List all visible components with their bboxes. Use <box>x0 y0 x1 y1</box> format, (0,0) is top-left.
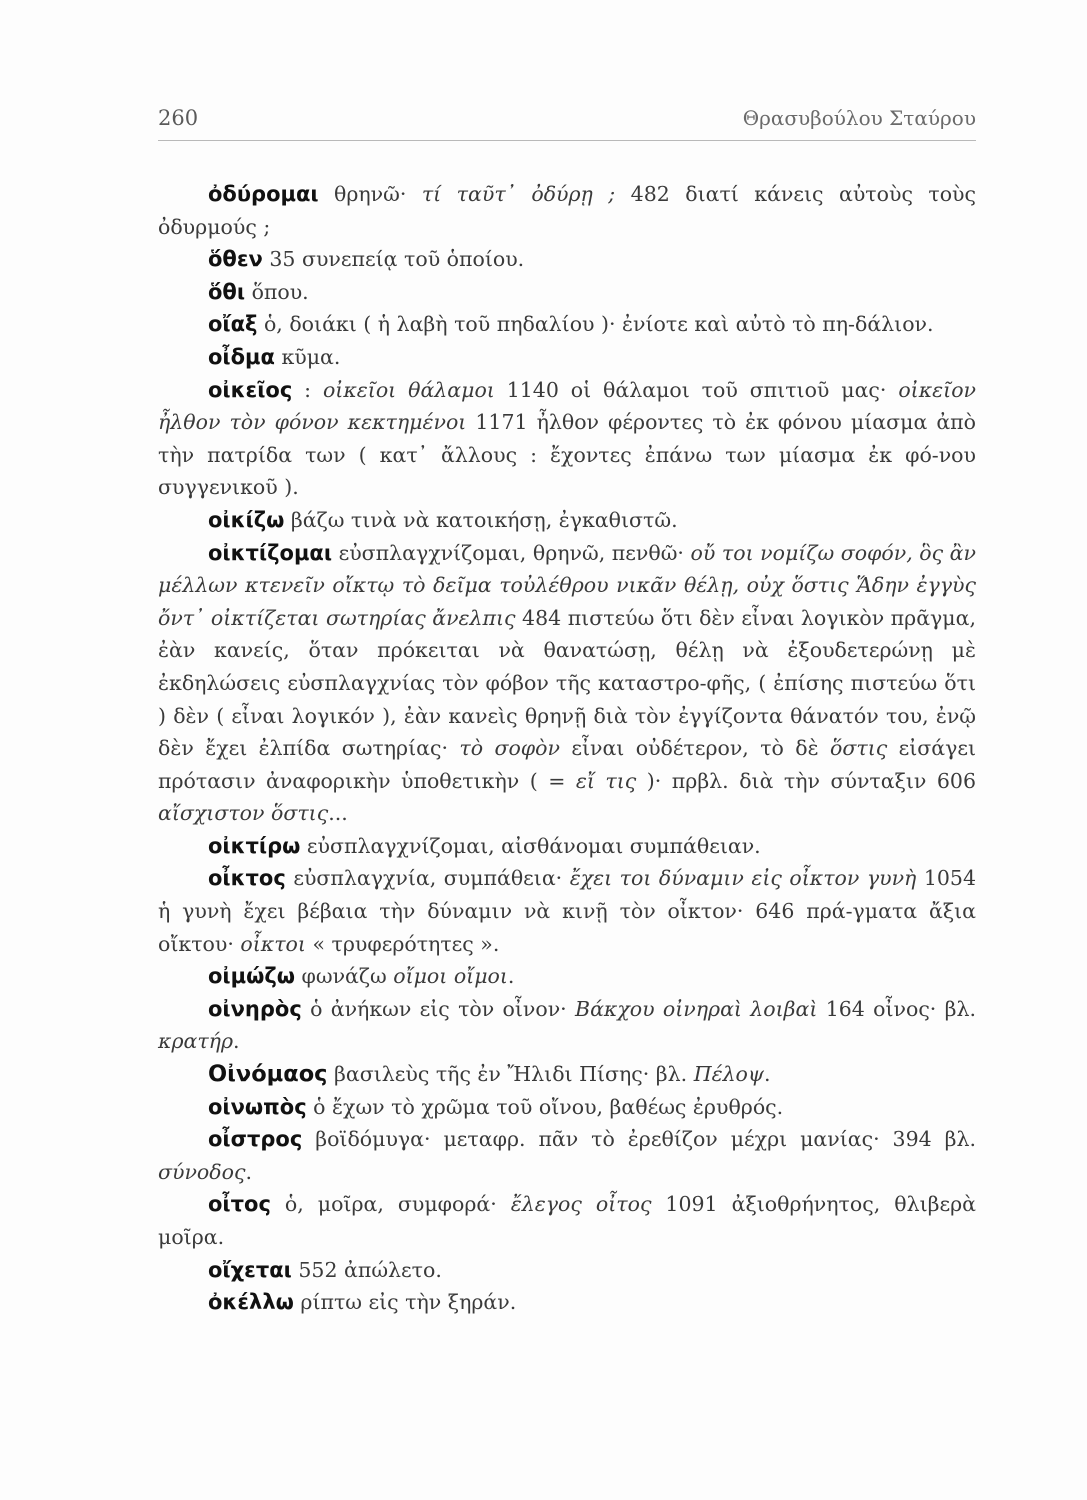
definition-text: εἰσάγει πρότασιν ἀναφορικὴν ὑποθετικὴν ( = <box>158 736 977 793</box>
definition-text: ὅπου. <box>245 279 309 304</box>
definition-text: εἶναι οὐδέτερον, τὸ δὲ <box>559 736 831 761</box>
lemma: ὀδύρομαι <box>208 182 319 206</box>
cross-reference: κρατήρ <box>158 1029 234 1054</box>
entry-odyromai <box>158 178 976 243</box>
quotation: ὅστις <box>830 736 888 761</box>
entry-oichetai <box>158 1254 976 1287</box>
quotation: εἴ τις <box>575 768 637 793</box>
lemma: οἴχεται <box>208 1257 292 1282</box>
entry-oidma <box>158 341 976 374</box>
lemma: οἶδμα <box>208 344 275 369</box>
lemma: οἰμώζω <box>208 964 295 989</box>
definition-text: βασιλεὺς τῆς ἐν Ἤλιδι Πίσης· βλ. <box>327 1062 694 1087</box>
running-title: Θρασυβούλου Σταύρου <box>742 106 976 130</box>
quotation: οὔ τοι νομίζω σοφόν, ὃς ἂν μέλλων κτενεῖν οἴκτῳ τὸ δεῖμα τοὐλέθρου νικᾶν θέλῃ, οὐχ ὅστις Ἅδην ἐγγὺς ὄντ᾽ οἰκτίζεται σωτηρίας ἄνελπις <box>158 540 976 630</box>
lemma: ὅθεν <box>208 247 263 272</box>
definition-text: βάζω τινὰ νὰ κατοικήσῃ, ἐγκαθιστῶ. <box>284 507 678 532</box>
entry-oiktos <box>158 862 976 960</box>
entry-oineros <box>158 993 976 1058</box>
quotation: οἰκεῖον ἦλθον τὸν φόνον κεκτημένοι <box>158 377 976 435</box>
quotation: τὸ σοφὸν <box>459 736 560 761</box>
lemma: οἰκτίζομαι <box>208 540 333 565</box>
lemma: οἰκίζω <box>208 507 285 532</box>
definition-text: 1171 ἦλθον φέροντες τὸ ἐκ φόνου μίασμα ἀπὸ τὴν πατρίδα των ( κατ᾽ ἄλλους : ἔχοντες ἐπάνω των μίασμα ἐκ φό-νου συγγενικοῦ ). <box>158 410 976 500</box>
quotation: οἴμοι οἴμοι <box>393 964 508 989</box>
definition-text: 482 διατί κάνεις αὐτοὺς τοὺς ὀδυρμούς ; <box>158 182 976 239</box>
entry-hothen <box>158 243 976 276</box>
entry-okello <box>158 1286 976 1319</box>
definition-text: εὐσπλαγχνία, συμπάθεια· <box>285 866 570 891</box>
lemma: οἴαξ <box>208 312 258 337</box>
definition-text: φωνάζω <box>294 964 394 989</box>
quotation: οἰκεῖοι θάλαμοι <box>322 377 495 402</box>
definition-text: . <box>763 1062 771 1087</box>
lemma: οἰκεῖος <box>208 377 293 402</box>
cross-reference: σύνοδος <box>158 1159 246 1184</box>
lemma: οἶστρος <box>208 1127 303 1152</box>
definition-text: . <box>507 964 515 989</box>
definition-text: : <box>292 377 323 402</box>
definition-text: βοϊδόμυγα· μεταφρ. πᾶν τὸ ἐρεθίζον μέχρι μανίας· 394 βλ. <box>302 1127 976 1152</box>
glossary-entries <box>158 178 976 1319</box>
definition-text: 1091 ἀξιοθρήνητος, θλιβερὰ μοῖρα. <box>158 1192 976 1249</box>
entry-oinomaos <box>158 1058 976 1091</box>
definition-text: 164 οἶνος· βλ. <box>817 996 976 1021</box>
definition-text: 484 πιστεύω ὅτι δὲν εἶναι λογικὸν πρᾶγμα, ἐὰν κανείς, ὅταν πρόκειται νὰ θανατώσῃ, θέλῃ νὰ ἐξουδετερώνῃ μὲ ἐκδηλώσεις εὐσπλαγχνίας τὸν φόβον τῆς καταστρο-φῆς, ( ἐπίσης πιστεύω ὅτι ) δὲν ( εἶναι λογικόν ), ἐὰν κανεὶς θρηνῇ διὰ τὸν ἐγγίζοντα θάνατόν του, ἐνῷ δὲν ἔχει ἐλπίδα σωτηρίας· <box>158 605 976 761</box>
definition-text: ὁ ἔχων τὸ χρῶμα τοῦ οἴνου, βαθέως ἐρυθρός. <box>306 1094 784 1119</box>
entry-hothi <box>158 276 976 309</box>
quotation: τί ταῦτ᾽ ὀδύρῃ ; <box>421 182 616 206</box>
definition-text: εὐσπλαγχνίζομαι, αἰσθάνομαι συμπάθειαν. <box>300 833 761 858</box>
definition-text: . <box>245 1159 252 1184</box>
definition-text: . <box>233 1029 240 1054</box>
lemma: ὅθι <box>208 279 246 304</box>
running-head <box>158 100 976 141</box>
definition-text: κῦμα. <box>274 344 341 369</box>
definition-text: ὁ, μοῖρα, συμφορά· <box>270 1192 511 1217</box>
lemma: οἰνηρὸς <box>208 996 302 1021</box>
entry-oistros <box>158 1123 976 1188</box>
entry-oiax <box>158 308 976 341</box>
cross-reference: Πέλοψ <box>693 1062 764 1087</box>
definition-text: ... <box>328 801 348 826</box>
entry-oiktizomai <box>158 537 976 830</box>
definition-text: εὐσπλαγχνίζομαι, θρηνῶ, πενθῶ· <box>332 540 691 565</box>
lemma: ὀκέλλω <box>208 1290 294 1315</box>
lemma: Οἰνόμαος <box>208 1061 328 1088</box>
entry-oiktiro <box>158 830 976 863</box>
definition-text: 1140 οἱ θάλαμοι τοῦ σπιτιοῦ μας· <box>494 377 899 402</box>
entry-oitos <box>158 1188 976 1253</box>
quotation: Βάκχου οἰνηραὶ λοιβαὶ <box>575 996 818 1021</box>
definition-text: ρίπτω εἰς τὴν ξηράν. <box>293 1290 517 1315</box>
entry-oikizo <box>158 504 976 537</box>
definition-text: 552 ἀπώλετο. <box>291 1257 442 1282</box>
entry-oimozo <box>158 960 976 993</box>
quotation: αἴσχιστον ὅστις <box>158 801 329 826</box>
quotation: οἶκτοι <box>240 931 306 956</box>
definition-text: 1054 ἡ γυνὴ ἔχει βέβαια τὴν δύναμιν νὰ κινῇ τὸν οἶκτον· 646 πρά-γματα ἄξια οἴκτου· <box>158 866 976 956</box>
lemma: οἶτος <box>208 1192 271 1217</box>
definition-text: « τρυφερότητες ». <box>305 931 500 956</box>
lemma: οἰνωπὸς <box>208 1094 307 1119</box>
lemma: οἶκτος <box>208 866 286 891</box>
definition-text: 35 συνεπείᾳ τοῦ ὁποίου. <box>262 247 525 272</box>
quotation: ἔλεγος οἶτος <box>510 1192 652 1217</box>
definition-text: θρηνῶ· <box>318 182 422 206</box>
definition-text: ὁ ἀνήκων εἰς τὸν οἶνον· <box>301 996 576 1021</box>
definition-text: )· πρβλ. διὰ τὴν σύνταξιν 606 <box>636 768 977 793</box>
definition-text: ὁ, δοιάκι ( ἡ λαβὴ τοῦ πηδαλίου )· ἐνίοτε καὶ αὐτὸ τὸ πη-δάλιον. <box>257 312 934 337</box>
lemma: οἰκτίρω <box>208 833 301 858</box>
entry-oikeios <box>158 374 976 504</box>
entry-oinopos <box>158 1091 976 1124</box>
page-number: 260 <box>158 106 199 130</box>
quotation: ἔχει τοι δύναμιν εἰς οἶκτον γυνὴ <box>569 866 917 891</box>
